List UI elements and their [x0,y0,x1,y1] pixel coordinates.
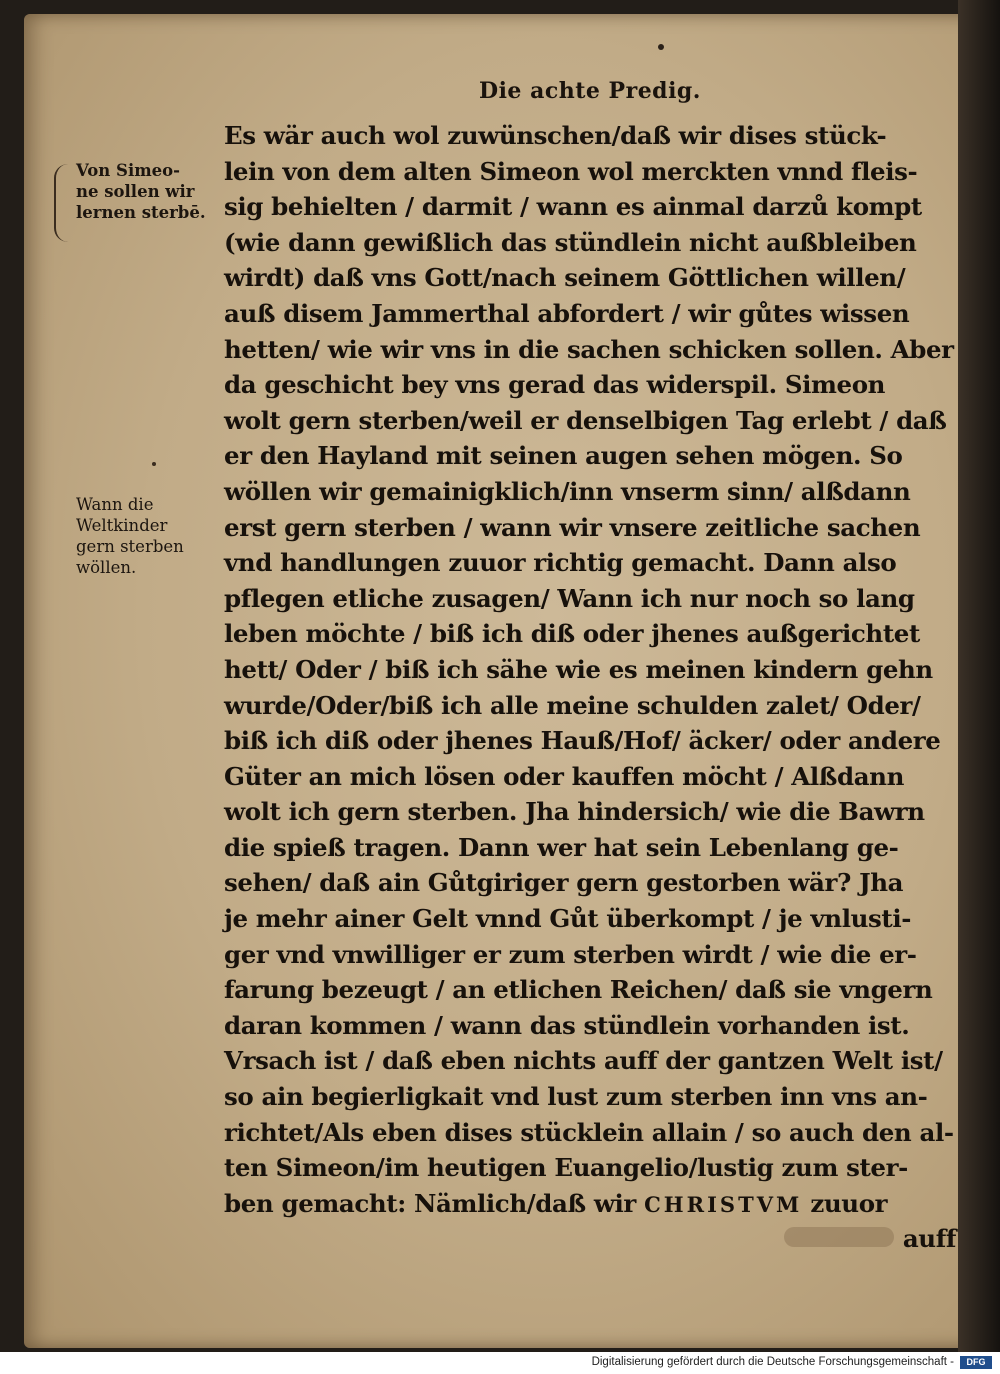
text-line: lein von dem alten Simeon wol merckten vnnd fleis- [224,156,918,186]
christum-smallcaps: CHRISTVM [644,1191,803,1217]
text-line: sig behielten / darmit / wann es ainmal darzů kompt [224,192,922,222]
text-line: wolt gern sterben/weil er denselbigen Tag erlebt / daß [224,405,947,435]
text-line: ger vnd vnwilliger er zum sterben wirdt / wie die er- [224,939,917,969]
text-fragment: ben gemacht: Nämlich/daß wir [224,1188,645,1218]
margin-note-simeon [76,160,206,223]
text-line: je mehr ainer Gelt vnnd Gůt überkompt / je vnlusti- [224,904,912,934]
text-line: wirdt) daß vns Gott/nach seinem Göttlichen willen/ [224,263,906,293]
margin-note-weltkinder [76,494,184,578]
text-line-last [224,1186,962,1222]
text-line: ten Simeon/im heutigen Euangelio/lustig zum ster- [224,1153,908,1183]
footer-bar [0,1352,1000,1374]
text-line: biß ich diß oder jhenes Hauß/Hof/ äcker/ oder andere [224,726,941,756]
margin-dot [152,462,156,466]
text-line: daran kommen / wann das stündlein vorhanden ist. [224,1010,910,1040]
catchword: auff [902,1224,956,1254]
text-line: vnd handlungen zuuor richtig gemacht. Dann also [224,548,897,578]
text-line: Es wär auch wol zuwünschen/daß wir dises stück- [224,121,887,150]
text-line: hetten/ wie wir vns in die sachen schicken sollen. Aber [224,334,954,364]
text-line: hett/ Oder / biß ich sähe wie es meinen kindern gehn [224,654,933,684]
scan-edge [958,0,1000,1352]
text-line: erst gern sterben / wann wir vnsere zeitliche sachen [224,512,921,542]
text-line: leben möchte / biß ich diß oder jhenes außgerichtet [224,619,920,649]
margin-note-line: wöllen. [76,558,137,577]
dfg-logo: DFG [960,1356,992,1369]
margin-note-line: Von Simeo- [76,161,181,180]
margin-note-line: Weltkinder [76,516,168,535]
text-line: da geschicht bey vns gerad das widerspil. Simeon [224,370,886,400]
book-page [24,14,982,1348]
text-line: Güter an mich lösen oder kauffen möcht / Alßdann [224,761,905,791]
text-line: farung bezeugt / an etlichen Reichen/ daß sie vngern [224,975,933,1005]
printer-mark [658,44,664,50]
text-line: die spieß tragen. Dann wer hat sein Lebenlang ge- [224,832,899,862]
text-fragment: zuuor [802,1188,888,1218]
funding-note: Digitalisierung gefördert durch die Deutsche Forschungsgemeinschaft - [591,1356,954,1368]
text-line: pflegen etliche zusagen/ Wann ich nur noch so lang [224,583,915,613]
text-line: (wie dann gewißlich das stündlein nicht außbleiben [224,227,917,257]
text-line: er den Hayland mit seinen augen sehen mögen. So [224,441,903,471]
text-line: so ain begierligkait vnd lust zum sterben inn vns an- [224,1082,928,1112]
text-line: sehen/ daß ain Gůtgiriger gern gestorben wär? Jha [224,868,904,898]
text-line: Vrsach ist / daß eben nichts auff der gantzen Welt ist/ [224,1046,943,1076]
text-line: wöllen wir gemainigklich/inn vnserm sinn/ alßdann [224,476,911,506]
text-line: auß disem Jammerthal abfordert / wir gůtes wissen [224,298,910,328]
ink-smudge [784,1227,894,1247]
margin-bracket [54,164,74,242]
margin-note-line: Wann die [76,495,154,514]
margin-note-line: lernen sterbē. [76,203,206,222]
sermon-text [224,118,962,1257]
text-line: wurde/Oder/biß ich alle meine schulden zalet/ Oder/ [224,690,921,720]
margin-note-line: gern sterben [76,537,184,556]
margin-note-line: ne sollen wir [76,182,195,201]
text-line: richtet/Als eben dises stücklein allain / so auch den al- [224,1117,954,1147]
text-line: wolt ich gern sterben. Jha hindersich/ wie die Bawrn [224,797,925,827]
running-head: Die achte Predig. [479,78,701,104]
